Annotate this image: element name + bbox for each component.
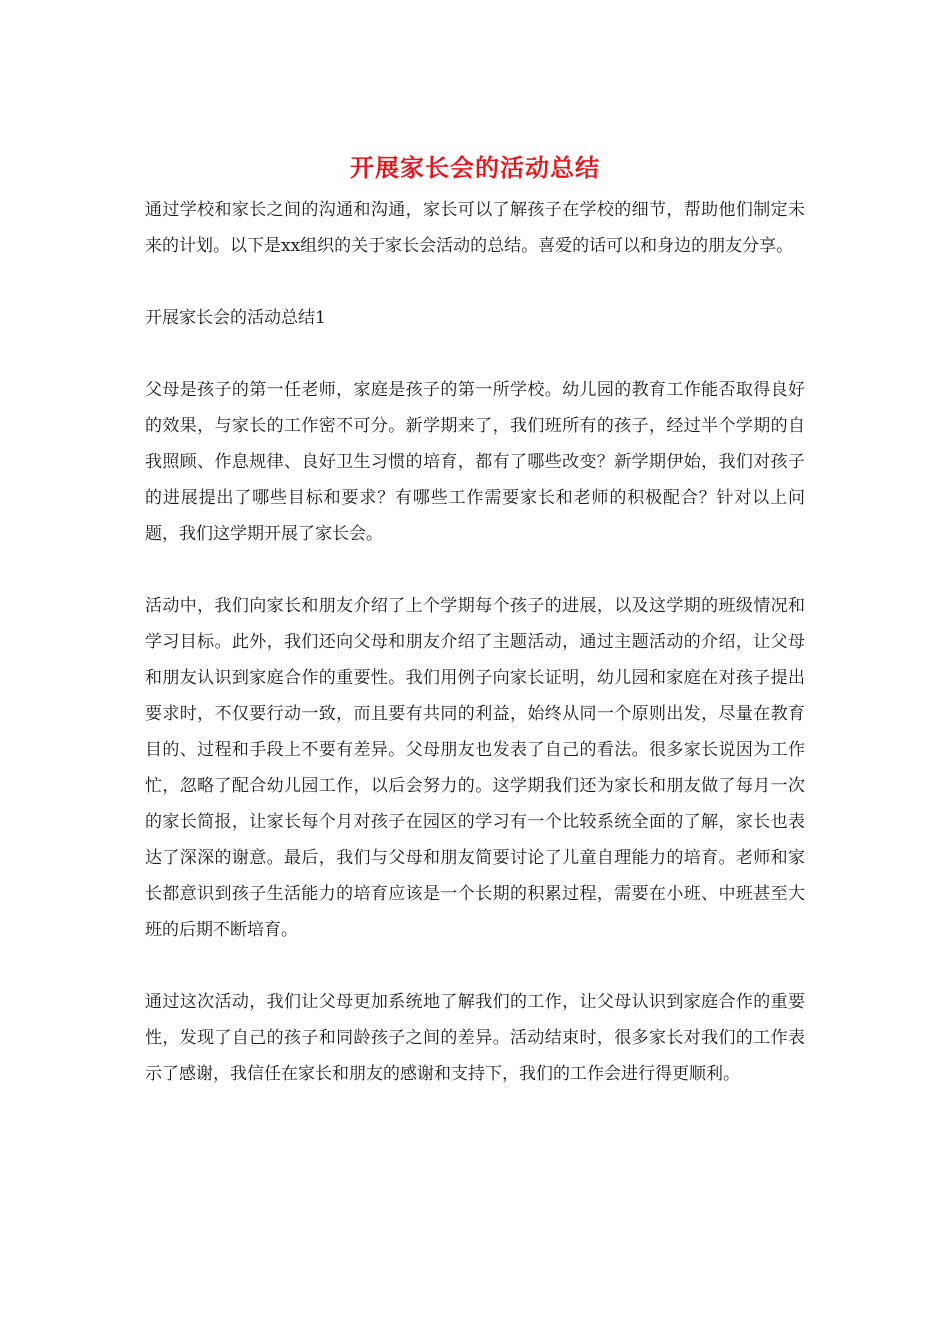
spacer	[145, 552, 805, 588]
body-paragraph-2: 活动中，我们向家长和朋友介绍了上个学期每个孩子的进展，以及这学期的班级情况和学习目标。此外，我们还向父母和朋友介绍了主题活动，通过主题活动的介绍，让父母和朋友认识到家庭合作的重要性。我们用例子向家长证明，幼儿园和家庭在对孩子提出要求时，不仅要行动一致，而且要有共同的利益，始终从同一个原则出发，尽量在教育目的、过程和手段上不要有差异。父母朋友也发表了自己的看法。很多家长说因为工作忙，忽略了配合幼儿园工作，以后会努力的。这学期我们还为家长和朋友做了每月一次的家长简报，让家长每个月对孩子在园区的学习有一个比较系统全面的了解，家长也表达了深深的谢意。最后，我们与父母和朋友简要讨论了儿童自理能力的培育。老师和家长都意识到孩子生活能力的培育应该是一个长期的积累过程，需要在小班、中班甚至大班的后期不断培育。	[145, 596, 805, 940]
spacer	[145, 264, 805, 300]
spacer	[145, 948, 805, 984]
body-paragraph-1: 父母是孩子的第一任老师，家庭是孩子的第一所学校。幼儿园的教育工作能否取得良好的效果，与家长的工作密不可分。新学期来了，我们班所有的孩子，经过半个学期的自我照顾、作息规律、良好卫生习惯的培育，都有了哪些改变？新学期伊始，我们对孩子的进展提出了哪些目标和要求？有哪些工作需要家长和老师的积极配合？针对以上问题，我们这学期开展了家长会。	[145, 380, 805, 544]
section-heading: 开展家长会的活动总结1	[145, 308, 326, 328]
spacer	[145, 336, 805, 372]
document-title: 开展家长会的活动总结	[350, 153, 600, 182]
document-page	[145, 150, 805, 1092]
body-paragraph-3: 通过这次活动，我们让父母更加系统地了解我们的工作，让父母认识到家庭合作的重要性，发现了自己的孩子和同龄孩子之间的差异。活动结束时，很多家长对我们的工作表示了感谢，我信任在家长和朋友的感谢和支持下，我们的工作会进行得更顺利。	[145, 992, 805, 1084]
intro-paragraph: 通过学校和家长之间的沟通和沟通，家长可以了解孩子在学校的细节，帮助他们制定未来的计划。以下是xx组织的关于家长会活动的总结。喜爱的话可以和身边的朋友分享。	[145, 200, 805, 256]
